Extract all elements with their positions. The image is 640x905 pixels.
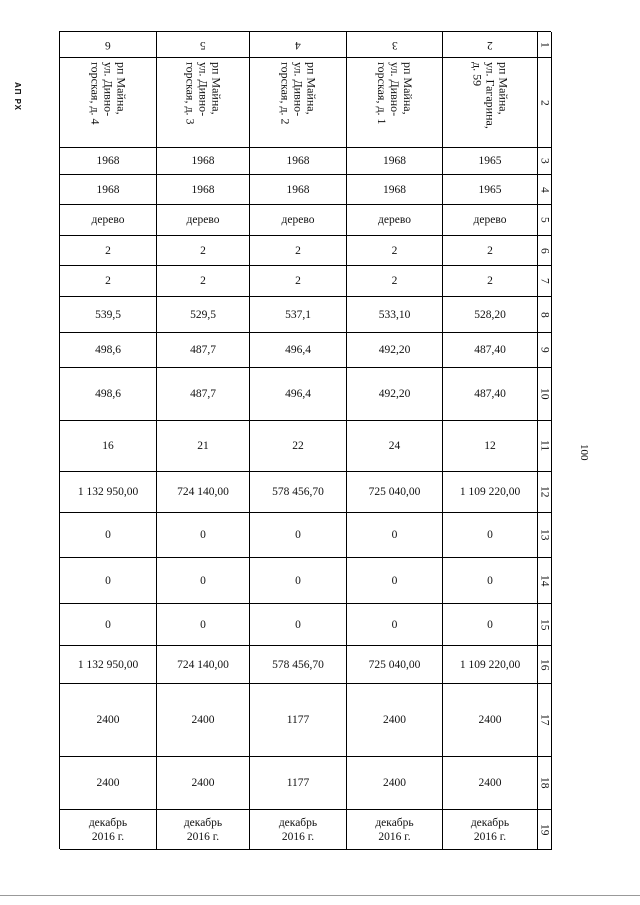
cell-value: 0 — [295, 618, 301, 631]
column-number-cell — [538, 368, 552, 421]
cell-value: 0 — [200, 618, 206, 631]
value-cell — [157, 175, 250, 205]
cell-value: 0 — [487, 618, 493, 631]
column-number: 3 — [538, 158, 551, 164]
address-text — [184, 62, 223, 125]
value-cell — [157, 810, 250, 850]
address-line: горская, д. 2 — [278, 62, 293, 125]
cell-value: 496,4 — [285, 388, 311, 400]
value-cell — [60, 148, 157, 175]
value-cell — [250, 684, 347, 757]
address-line: горская, д. 1 — [375, 62, 389, 125]
column-number-cell — [538, 421, 552, 472]
cell-value: 2 — [487, 244, 493, 257]
value-cell — [347, 205, 443, 236]
value-cell — [60, 266, 157, 297]
value-cell — [157, 757, 250, 810]
value-cell — [60, 333, 157, 368]
value-cell — [60, 297, 157, 333]
column-number: 1 — [538, 41, 551, 48]
record-number-cell — [443, 32, 538, 58]
column-number-cell — [538, 810, 552, 850]
value-cell — [250, 810, 347, 850]
cell-value: 0 — [391, 529, 398, 541]
column-number: 14 — [538, 574, 551, 587]
address-text — [279, 62, 318, 125]
column-number: 10 — [538, 388, 551, 400]
address-line: ул. Дивно- — [388, 62, 402, 117]
value-cell — [60, 604, 157, 646]
value-cell — [347, 368, 443, 421]
address-text — [89, 62, 128, 125]
value-cell — [60, 684, 157, 757]
value-cell — [347, 421, 443, 472]
cell-value-line: 2016 г. — [186, 830, 220, 843]
cell-value: 498,6 — [95, 388, 121, 400]
address-line: ул. Дивно- — [101, 62, 116, 117]
value-cell — [347, 810, 443, 850]
value-cell — [60, 175, 157, 205]
column-number: 7 — [538, 278, 551, 284]
record-number-cell — [157, 32, 250, 58]
value-cell — [347, 297, 443, 333]
cell-value: 533,10 — [378, 308, 411, 321]
column-number-cell — [538, 175, 552, 205]
address-text — [471, 62, 510, 129]
record-number-cell — [347, 32, 443, 58]
value-cell — [443, 333, 538, 368]
cell-value: 2 — [391, 244, 398, 257]
column-number: 18 — [538, 777, 551, 789]
record-number: 6 — [105, 38, 111, 51]
column-number-cell — [538, 684, 552, 757]
cell-value: дерево — [186, 214, 220, 226]
column-number-cell — [538, 297, 552, 333]
cell-value: 1965 — [478, 183, 502, 196]
cell-value-line: декабрь — [470, 816, 510, 829]
column-number-cell — [538, 472, 552, 513]
cell-value-line: 2016 г. — [91, 830, 125, 843]
cell-value: 1 109 220,00 — [459, 486, 521, 498]
value-cell — [443, 368, 538, 421]
cell-value: 2400 — [191, 714, 215, 726]
cell-value: 2 — [295, 275, 301, 287]
value-cell — [347, 175, 443, 205]
record-number: 2 — [487, 38, 493, 51]
value-cell — [347, 236, 443, 266]
cell-value — [184, 816, 222, 844]
cell-value: 2 — [487, 275, 493, 287]
value-cell — [157, 513, 250, 558]
address-line: рп Майна, — [209, 62, 224, 115]
value-cell — [443, 757, 538, 810]
cell-value: 492,20 — [378, 344, 411, 356]
value-cell — [443, 421, 538, 472]
value-cell — [60, 513, 157, 558]
cell-value-line: декабрь — [183, 816, 223, 829]
cell-value: 496,4 — [285, 344, 311, 356]
address-cell — [443, 58, 538, 148]
cell-value: 487,40 — [474, 344, 506, 356]
cell-value: 2400 — [191, 777, 215, 789]
address-cell — [250, 58, 347, 148]
value-cell — [157, 646, 250, 684]
cell-value: 1 132 950,00 — [77, 486, 139, 498]
cell-value: 2400 — [383, 714, 406, 726]
column-number-cell — [538, 58, 552, 148]
cell-value: 0 — [105, 618, 111, 631]
value-cell — [250, 646, 347, 684]
cell-value: 0 — [487, 574, 493, 587]
cell-value: 1968 — [96, 155, 120, 167]
cell-value: 725 040,00 — [368, 486, 421, 498]
cell-value: 12 — [484, 440, 496, 452]
address-line: ул. Гагарина, — [483, 62, 498, 129]
cell-value: дерево — [281, 214, 315, 226]
column-number: 19 — [538, 823, 551, 836]
value-cell — [60, 558, 157, 604]
record-number-cell — [250, 32, 347, 58]
cell-value: 487,7 — [190, 344, 216, 356]
cell-value: 1177 — [286, 714, 310, 726]
value-cell — [347, 558, 443, 604]
address-line: рп Майна, — [401, 62, 415, 115]
record-number: 4 — [295, 38, 301, 51]
cell-value — [279, 816, 317, 844]
cell-value: 1968 — [191, 155, 215, 167]
value-cell — [250, 297, 347, 333]
record-number: 5 — [200, 38, 206, 51]
value-cell — [157, 472, 250, 513]
cell-value: 0 — [295, 529, 301, 541]
value-cell — [443, 604, 538, 646]
column-number: 5 — [538, 217, 551, 223]
value-cell — [60, 757, 157, 810]
register-table — [59, 31, 551, 849]
address-line: ул. Дивно- — [196, 62, 211, 117]
cell-value-line: декабрь — [375, 816, 414, 829]
value-cell — [347, 684, 443, 757]
column-number: 17 — [538, 714, 551, 726]
value-cell — [60, 368, 157, 421]
column-number-cell — [538, 205, 552, 236]
value-cell — [443, 810, 538, 850]
cell-value — [375, 816, 413, 844]
value-cell — [157, 421, 250, 472]
value-cell — [157, 558, 250, 604]
cell-value: 724 140,00 — [177, 486, 229, 498]
cell-value-line: 2016 г. — [378, 830, 411, 843]
record-number-cell — [60, 32, 157, 58]
address-line: рп Майна, — [496, 62, 511, 115]
address-cell — [347, 58, 443, 148]
cell-value: 1968 — [96, 183, 120, 196]
address-line: рп Майна, — [114, 62, 129, 115]
value-cell — [157, 684, 250, 757]
cell-value: 1968 — [286, 155, 310, 167]
column-number: 6 — [538, 247, 551, 254]
cell-value: 2 — [295, 244, 301, 257]
cell-value: 1177 — [286, 777, 310, 789]
address-line: ул. Дивно- — [291, 62, 306, 117]
column-number: 15 — [538, 618, 551, 631]
cell-value: 0 — [487, 529, 493, 541]
value-cell — [60, 236, 157, 266]
value-cell — [347, 513, 443, 558]
cell-value: 2400 — [478, 777, 502, 789]
cell-value-line: 2016 г. — [281, 830, 315, 843]
cell-value: 2400 — [478, 714, 502, 726]
cell-value: 529,5 — [190, 308, 216, 321]
column-number-cell — [538, 558, 552, 604]
cell-value: 487,40 — [474, 388, 506, 400]
value-cell — [443, 297, 538, 333]
value-cell — [443, 205, 538, 236]
cell-value-line: декабрь — [278, 816, 318, 829]
address-line: горская, д. 4 — [88, 62, 103, 125]
column-number: 9 — [538, 347, 551, 353]
column-number: 11 — [538, 440, 551, 452]
column-number: 12 — [538, 486, 551, 498]
value-cell — [157, 368, 250, 421]
column-number: 8 — [538, 311, 551, 318]
cell-value: 1968 — [286, 183, 310, 196]
value-cell — [250, 421, 347, 472]
cell-value: 0 — [105, 529, 111, 541]
value-cell — [250, 205, 347, 236]
cell-value: 22 — [292, 440, 304, 452]
cell-value: 0 — [391, 574, 398, 587]
cell-value: 539,5 — [95, 308, 121, 321]
cell-value: 2 — [105, 275, 111, 287]
cell-value-line: 2016 г. — [473, 830, 507, 843]
value-cell — [347, 472, 443, 513]
cell-value: 487,7 — [190, 388, 216, 400]
value-cell — [157, 604, 250, 646]
cell-value: 2 — [200, 244, 206, 257]
cell-value: 1965 — [478, 155, 502, 167]
value-cell — [250, 175, 347, 205]
cell-value: 24 — [388, 440, 401, 452]
column-number-cell — [538, 604, 552, 646]
value-cell — [250, 558, 347, 604]
column-number-cell — [538, 32, 552, 58]
cell-value: 537,1 — [285, 308, 311, 321]
value-cell — [443, 684, 538, 757]
column-number: 13 — [538, 529, 551, 541]
value-cell — [250, 757, 347, 810]
value-cell — [443, 513, 538, 558]
value-cell — [443, 266, 538, 297]
value-cell — [250, 236, 347, 266]
cell-value: 578 456,70 — [272, 658, 324, 671]
cell-value: 0 — [391, 618, 398, 631]
value-cell — [157, 148, 250, 175]
value-cell — [157, 236, 250, 266]
value-cell — [157, 266, 250, 297]
page-number: 100 — [578, 444, 590, 461]
cell-value-line: декабрь — [88, 816, 128, 829]
value-cell — [157, 205, 250, 236]
value-cell — [443, 175, 538, 205]
value-cell — [250, 513, 347, 558]
value-cell — [250, 368, 347, 421]
cell-value: дерево — [473, 214, 507, 226]
cell-value: 1968 — [383, 155, 406, 167]
cell-value: 2 — [200, 275, 206, 287]
archive-stamp-label: АП РХ — [13, 82, 22, 112]
cell-value: 2400 — [96, 777, 120, 789]
column-number-cell — [538, 646, 552, 684]
column-number: 16 — [538, 658, 551, 671]
cell-value: 2400 — [96, 714, 120, 726]
cell-value: 2400 — [383, 777, 406, 789]
cell-value: 0 — [105, 574, 111, 587]
value-cell — [347, 757, 443, 810]
value-cell — [250, 604, 347, 646]
value-cell — [60, 646, 157, 684]
column-number-cell — [538, 513, 552, 558]
cell-value: 725 040,00 — [368, 658, 421, 671]
value-cell — [347, 604, 443, 646]
value-cell — [60, 810, 157, 850]
value-cell — [60, 205, 157, 236]
cell-value: 492,20 — [378, 388, 411, 400]
cell-value: 21 — [197, 440, 209, 452]
value-cell — [443, 472, 538, 513]
value-cell — [347, 333, 443, 368]
column-number-cell — [538, 236, 552, 266]
cell-value: 0 — [295, 574, 301, 587]
value-cell — [157, 333, 250, 368]
value-cell — [443, 646, 538, 684]
cell-value: 578 456,70 — [272, 486, 324, 498]
column-number-cell — [538, 333, 552, 368]
value-cell — [250, 333, 347, 368]
address-cell — [60, 58, 157, 148]
cell-value: 2 — [105, 244, 111, 257]
cell-value: 498,6 — [95, 344, 121, 356]
cell-value — [471, 816, 509, 844]
cell-value — [89, 816, 127, 844]
cell-value: 528,20 — [474, 308, 506, 321]
column-number: 2 — [538, 99, 551, 106]
cell-value: дерево — [378, 214, 411, 226]
cell-value: дерево — [91, 214, 125, 226]
cell-value: 724 140,00 — [177, 658, 229, 671]
address-line: д. 59 — [470, 62, 485, 87]
value-cell — [250, 472, 347, 513]
cell-value: 1968 — [383, 183, 406, 196]
value-cell — [347, 646, 443, 684]
value-cell — [60, 472, 157, 513]
value-cell — [443, 236, 538, 266]
cell-value: 16 — [102, 440, 114, 452]
cell-value: 1968 — [191, 183, 215, 196]
value-cell — [250, 266, 347, 297]
value-cell — [347, 148, 443, 175]
column-number-cell — [538, 757, 552, 810]
cell-value: 1 132 950,00 — [77, 658, 139, 671]
address-line: рп Майна, — [304, 62, 319, 115]
column-number-cell — [538, 148, 552, 175]
address-text — [375, 62, 414, 125]
value-cell — [250, 148, 347, 175]
value-cell — [443, 148, 538, 175]
value-cell — [157, 297, 250, 333]
address-cell — [157, 58, 250, 148]
page-bottom-rule — [0, 895, 640, 896]
record-number: 3 — [391, 38, 398, 51]
column-number-cell — [538, 266, 552, 297]
cell-value: 0 — [200, 529, 206, 541]
value-cell — [443, 558, 538, 604]
value-cell — [347, 266, 443, 297]
cell-value: 1 109 220,00 — [459, 658, 521, 671]
cell-value: 2 — [391, 275, 398, 287]
cell-value: 0 — [200, 574, 206, 587]
column-number: 4 — [538, 186, 551, 193]
value-cell — [60, 421, 157, 472]
address-line: горская, д. 3 — [183, 62, 198, 125]
